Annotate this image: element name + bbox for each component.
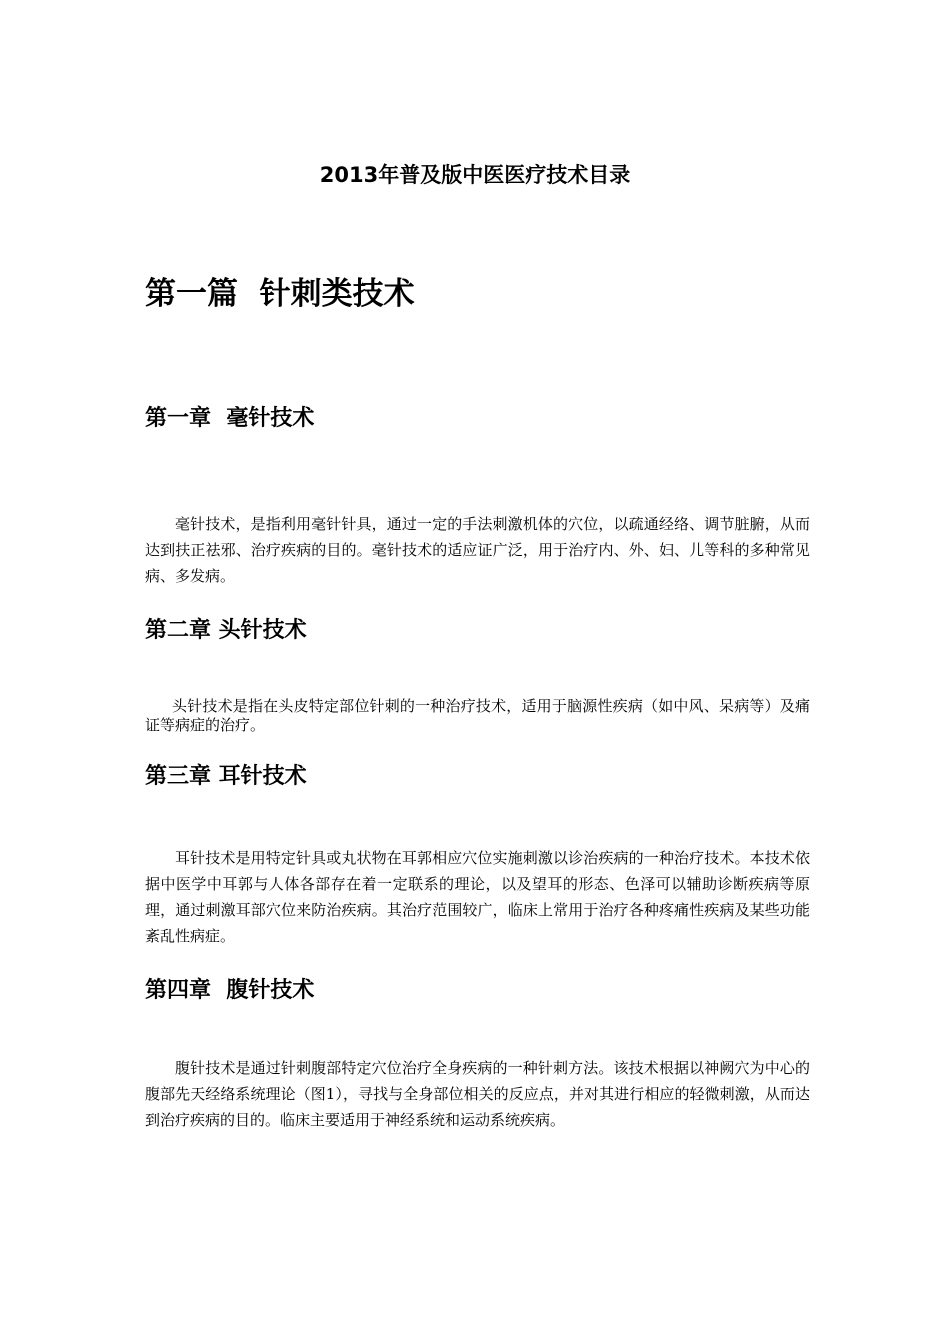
document-title: 2013年普及版中医医疗技术目录 xyxy=(319,163,631,187)
chapter-paragraph-1: 毫针技术，是指利用毫针针具，通过一定的手法刺激机体的穴位，以疏通经络、调节脏腑，从而达到扶正祛邪、治疗疾病的目的。毫针技术的适应证广泛，用于治疗内、外、妇、儿等科的多种常见病、多发病。 xyxy=(145,515,810,585)
chapter-title-3: 第三章 耳针技术 xyxy=(145,764,307,789)
chapter-paragraph-4: 腹针技术是通过针刺腹部特定穴位治疗全身疾病的一种针刺方法。该技术根据以神阙穴为中心的腹部先天经络系统理论（图1），寻找与全身部位相关的反应点，并对其进行相应的轻微刺激，从而达到治疗疾病的目的。临床主要适用于神经系统和运动系统疾病。 xyxy=(145,1059,810,1129)
part-title: 第一篇 针刺类技术 xyxy=(145,276,415,312)
chapter-title-4: 第四章 腹针技术 xyxy=(145,978,315,1003)
chapter-paragraph-3: 耳针技术是用特定针具或丸状物在耳郭相应穴位实施刺激以诊治疾病的一种治疗技术。本技术依据中医学中耳郭与人体各部存在着一定联系的理论，以及望耳的形态、色泽可以辅助诊断疾病等原理，通过刺激耳部穴位来防治疾病。其治疗范围较广，临床上常用于治疗各种疼痛性疾病及某些功能紊乱性病症。 xyxy=(145,849,810,945)
chapter-title-2: 第二章 头针技术 xyxy=(145,618,307,643)
chapter-paragraph-2: 头针技术是指在头皮特定部位针刺的一种治疗技术，适用于脑源性疾病（如中风、呆病等）及痛证等病症的治疗。 xyxy=(145,697,810,734)
chapter-title-1: 第一章 毫针技术 xyxy=(145,406,315,431)
